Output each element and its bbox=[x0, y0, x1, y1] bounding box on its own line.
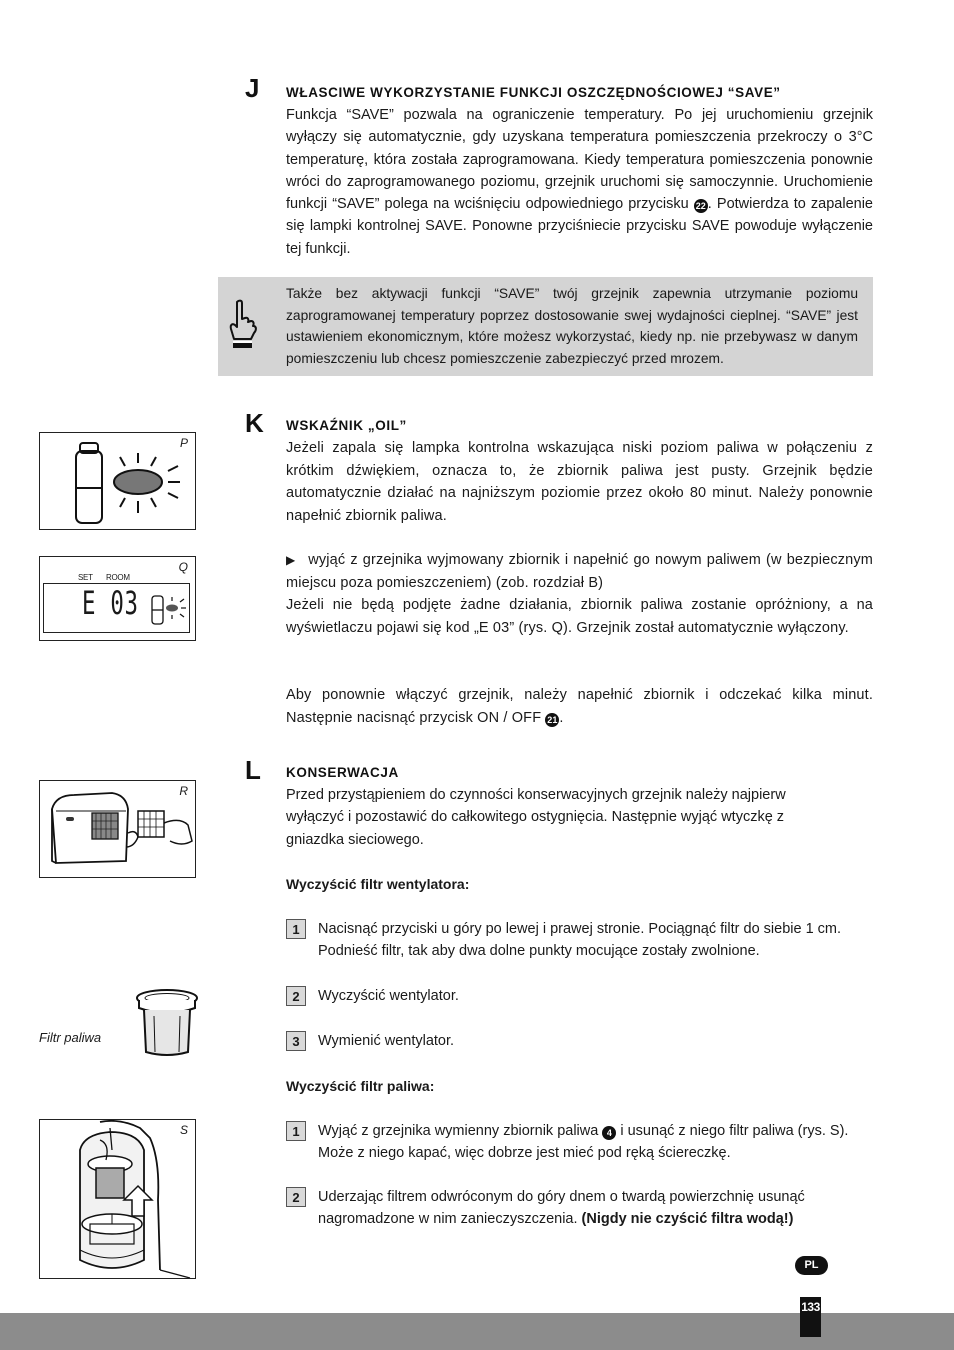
ref-number-22: 22 bbox=[695, 201, 706, 212]
step-text: Uderzając filtrem odwróconym do góry dnem o twardą powierzchnię usunąć nagromadzone w nim zanieczyszczenia. (Nigdy nie czyścić filtra wodą!) bbox=[318, 1189, 805, 1228]
figure-r: R bbox=[39, 780, 196, 878]
section-letter-l: L bbox=[245, 755, 261, 785]
section-heading-oil: WSKAŹNIK „OIL” bbox=[286, 418, 407, 433]
oil-paragraph-2: Jeżeli nie będą podjęte żadne działania, zbiornik paliwa zostanie opróżniony, a na wyświetlaczu pojawi się kod „E 03” (rys. Q). Grzejnik został automatycznie wyłączony. bbox=[286, 597, 873, 636]
step-number: 1 bbox=[286, 1121, 306, 1141]
room-label: ROOM bbox=[106, 573, 130, 582]
section-heading-save: WŁASCIWE WYKORZYSTANIE FUNKCJI OSZCZĘDNOŚCIOWEJ “SAVE” bbox=[286, 85, 781, 100]
step-number: 3 bbox=[286, 1031, 306, 1051]
oil-lamp-indicator-icon bbox=[40, 433, 195, 529]
step-number: 2 bbox=[286, 1187, 306, 1207]
ref-number-21: 21 bbox=[547, 714, 558, 725]
tank-filter-removal-icon bbox=[40, 1120, 195, 1278]
figure-p: P bbox=[39, 432, 196, 530]
oil-bullet: ▶ wyjąć z grzejnika wyjmowany zbiornik i napełnić go nowym paliwem (w bezpiecznym miejscu poza pomieszczeniem) (zob. rozdział B) bbox=[286, 552, 873, 591]
note-box bbox=[218, 277, 873, 376]
ref-number-4: 4 bbox=[602, 1126, 616, 1140]
set-label: SET bbox=[78, 573, 93, 582]
page-number: 133 bbox=[800, 1297, 821, 1337]
step-text: Nacisnąć przyciski u góry po lewej i prawej stronie. Pociągnąć filtr do siebie 1 cm. Podnieść filtr, tak aby dwa dolne punkty mocujące zostały zwolnione. bbox=[318, 921, 842, 960]
heater-fan-filter-icon bbox=[40, 781, 195, 877]
warning-bold-text: (Nigdy nie czyścić filtra wodą!) bbox=[581, 1211, 794, 1228]
subheading-fuel-filter: Wyczyścić filtr paliwa: bbox=[286, 1078, 435, 1094]
fuel-filter-icon bbox=[132, 986, 202, 1058]
figure-s: S bbox=[39, 1119, 196, 1279]
figure-q: Q SET ROOM E 03 bbox=[39, 556, 196, 641]
save-paragraph: Funkcja “SAVE” pozwala na ograniczenie temperatury. Po jej uruchomieniu grzejnik wyłączy się automatycznie, gdy uzyskana temperatura pomieszczenia przekroczy o 3°C temperaturę, która została zaprogramowana. Kiedy temperatura pomieszczenia ponownie wróci do zaprogramowanego poziomu, grzejnik uruchomi się samoczynnie. Uruchomienie funkcji “SAVE” polega na wciśnięciu odpowiedniego przycisku 22 . Potwierdza to zapalenie się lampki kontrolnej SAVE. Ponowne przyciśniecie przycisku SAVE powoduje wyłączenie tej funkcji. bbox=[286, 107, 873, 257]
oil-paragraph-3: Aby ponownie włączyć grzejnik, należy napełnić zbiornik i odczekać kilka minut. Następnie nacisnąć przycisk ON / OFF 21 . bbox=[286, 687, 873, 726]
error-code-display: E 03 bbox=[82, 584, 139, 622]
section-letter-k: K bbox=[245, 408, 264, 438]
step-text: Wyjąć z grzejnika wymienny zbiornik paliwa 4 i usunąć z niego filtr paliwa (rys. S). Może z niego kapać, więc dobrze jest mieć pod ręką ściereczkę. bbox=[318, 1123, 849, 1162]
language-badge: PL bbox=[795, 1256, 828, 1275]
pointing-hand-icon bbox=[224, 299, 258, 351]
step-number: 2 bbox=[286, 986, 306, 1006]
note-text: Także bez aktywacji funkcji “SAVE” twój grzejnik zapewnia utrzymanie poziomu zaprogramowanej temperatury poprzez dostosowanie swej wydajności cieplnej. “SAVE” jest ustawieniem ekonomicznym, które możesz wykorzystać, kiedy np. nie przebywasz w danym pomieszczeniu lub chcesz pomieszczenie zabezpieczyć przed mrozem. bbox=[286, 286, 858, 366]
section-heading-maintenance: KONSERWACJA bbox=[286, 765, 399, 780]
step-text: Wymienić wentylator. bbox=[318, 1033, 455, 1049]
display-panel bbox=[43, 583, 190, 633]
subheading-fan-filter: Wyczyścić filtr wentylatora: bbox=[286, 876, 470, 892]
section-letter-j: J bbox=[245, 73, 260, 103]
step-text: Wyczyścić wentylator. bbox=[318, 988, 459, 1004]
fuel-filter-caption: Filtr paliwa bbox=[39, 1030, 102, 1045]
maintenance-intro: Przed przystąpieniem do czynności konserwacyjnych grzejnik należy najpierw wyłączyć i pozostawić do całkowitego ostygnięcia. Następnie wyjąć wtyczkę z gniazdka sieciowego. bbox=[286, 787, 786, 848]
step-number: 1 bbox=[286, 919, 306, 939]
oil-tank-small-icon bbox=[148, 588, 188, 630]
oil-paragraph-1: Jeżeli zapala się lampka kontrolna wskazująca niski poziom paliwa w połączeniu z krótkim dźwiękiem, oznacza to, że zbiornik paliwa jest pusty. Grzejnik będzie automatycznie działać na najniższym poziomie przez około 80 minut. Należy ponownie napełnić zbiornik paliwa. bbox=[286, 440, 873, 524]
